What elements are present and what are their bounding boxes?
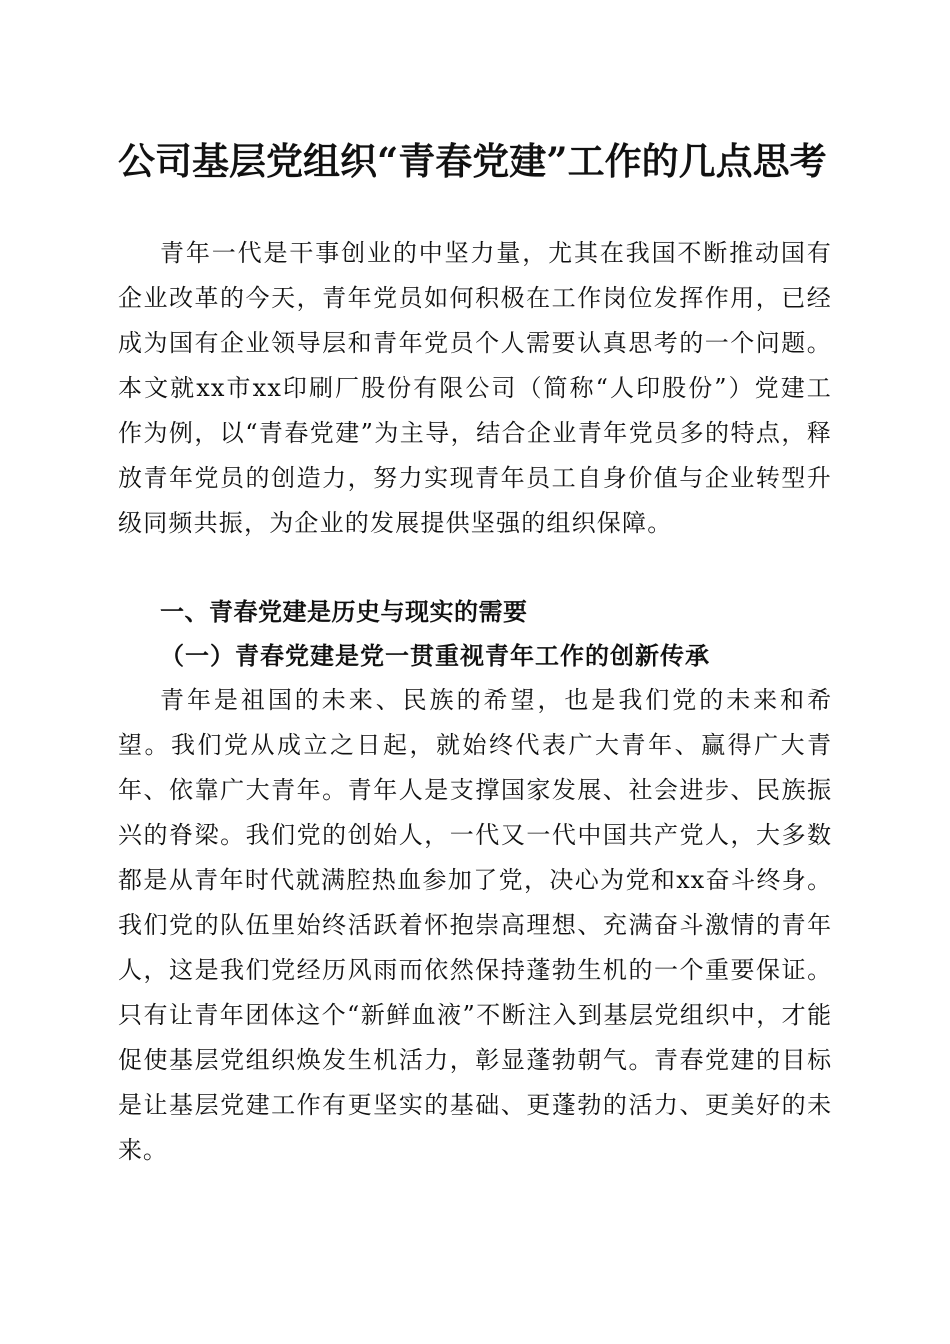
body-paragraph: 青年是祖国的未来、民族的希望，也是我们党的未来和希望。我们党从成立之日起，就始终代表广大青年、赢得广大青年、依靠广大青年。青年人是支撑国家发展、社会进步、民族振兴的脊梁。我们党的创始人，一代又一代中国共产党人，大多数都是从青年时代就满腔热血参加了党，决心为党和xx奋斗终身。我们党的队伍里始终活跃着怀抱崇高理想、充满奋斗激情的青年人，这是我们党经历风雨而依然保持蓬勃生机的一个重要保证。只有让青年团体这个“新鲜血液”不断注入到基层党组织中，才能促使基层党组织焕发生机活力，彰显蓬勃朝气。青春党建的目标是让基层党建工作有更坚实的基础、更蓬勃的活力、更美好的未来。 xyxy=(118,686,832,1164)
section-heading: 一、青春党建是历史与现实的需要 xyxy=(160,598,528,626)
subsection-heading: （一）青春党建是党一贯重视青年工作的创新传承 xyxy=(160,641,710,670)
intro-paragraph: 青年一代是干事创业的中坚力量，尤其在我国不断推动国有企业改革的今天，青年党员如何积极在工作岗位发挥作用，已经成为国有企业领导层和青年党员个人需要认真思考的一个问题。本文就xx市xx印刷厂股份有限公司（简称“人印股份”）党建工作为例，以“青春党建”为主导，结合企业青年党员多的特点，释放青年党员的创造力，努力实现青年员工自身价值与企业转型升级同频共振，为企业的发展提供坚强的组织保障。 xyxy=(118,239,832,537)
document-title: 公司基层党组织“青春党建”工作的几点思考 xyxy=(118,139,827,183)
